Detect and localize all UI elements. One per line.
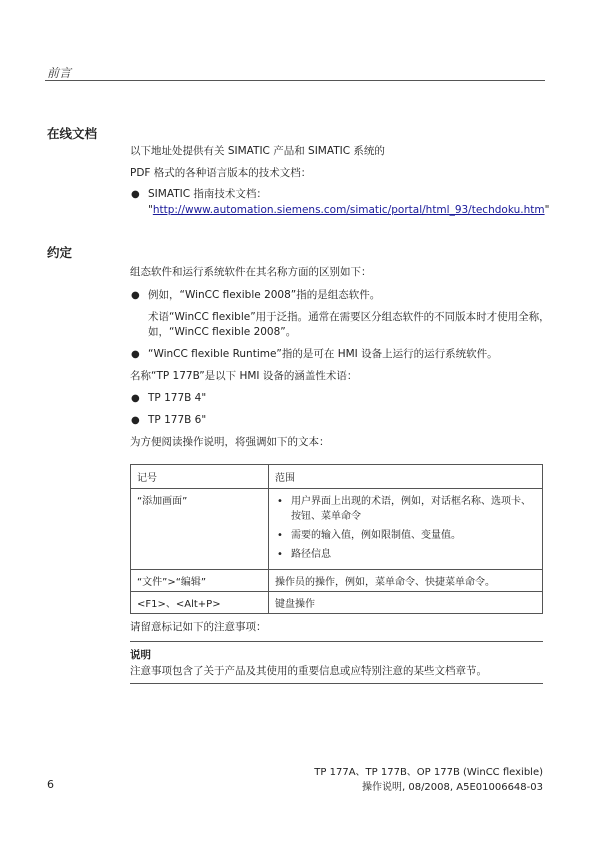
- bullet-icon: ●: [131, 415, 140, 426]
- bullet-icon: ●: [131, 290, 140, 301]
- footer-product: TP 177A、TP 177B、OP 177B (WinCC flexible): [314, 767, 543, 778]
- section-heading-conventions: 约定: [47, 245, 73, 260]
- conventions-bullet-1: 例如，“WinCC flexible 2008”指的是组态软件。: [148, 289, 381, 301]
- bullet-icon: ●: [131, 349, 140, 360]
- section-heading-online-docs: 在线文档: [47, 126, 98, 141]
- note-top-rule: [130, 641, 543, 642]
- table-header-row: [131, 465, 543, 489]
- bullet-icon: ●: [131, 393, 140, 404]
- table-cell-symbol: “文件”>“编辑”: [131, 570, 269, 592]
- bullet-icon: ●: [131, 189, 140, 200]
- page-number: 6: [47, 778, 54, 791]
- conventions-bullet-1-sub-1: 术语“WinCC flexible”用于泛指。通常在需要区分组态软件的不同版本时才使用全称，: [148, 311, 550, 323]
- table-cell-scope: 操作员的操作，例如，菜单命令、快捷菜单命令。: [269, 570, 543, 592]
- online-docs-paragraph-2: PDF 格式的各种语言版本的技术文档：: [130, 167, 312, 179]
- header-rule: [45, 80, 545, 81]
- scope-list: [275, 494, 536, 562]
- online-docs-link-line: [148, 203, 549, 218]
- table-header-scope: 范围: [269, 465, 543, 489]
- quote-open: ": [148, 204, 153, 216]
- note-text: 注意事项包含了关于产品及其使用的重要信息或应特别注意的某些文档章节。: [130, 665, 487, 677]
- note-title: 说明: [130, 649, 151, 661]
- names-intro: 名称“TP 177B”是以下 HMI 设备的涵盖性术语：: [130, 370, 358, 382]
- list-item: • 需要的输入值，例如限制值、变量值。: [275, 528, 536, 543]
- table-cell-scope: [269, 489, 543, 570]
- conventions-bullet-4: TP 177B 6": [148, 414, 207, 426]
- conventions-bullet-3: TP 177B 4": [148, 392, 207, 404]
- quote-close: ": [544, 204, 550, 216]
- techdoku-link[interactable]: http://www.automation.siemens.com/simatic/portal/html_93/techdoku.htm: [152, 204, 545, 216]
- table-cell-symbol: “添加画面”: [131, 489, 269, 570]
- table-cell-scope: 键盘操作: [269, 592, 543, 614]
- conventions-bullet-2: “WinCC flexible Runtime”指的是可在 HMI 设备上运行的运行系统软件。: [148, 348, 498, 360]
- table-row: [131, 570, 543, 592]
- list-item: • 用户界面上出现的术语，例如，对话框名称、选项卡、按钮、菜单命令: [275, 494, 536, 524]
- emphasis-intro: 为方便阅读操作说明，将强调如下的文本：: [130, 436, 330, 448]
- conventions-table: [130, 464, 543, 614]
- table-cell-symbol: <F1>、<Alt+P>: [131, 592, 269, 614]
- online-docs-bullet-label: SIMATIC 指南技术文档：: [148, 188, 267, 200]
- list-item: • 路径信息: [275, 547, 536, 562]
- table-header-symbol: 记号: [131, 465, 269, 489]
- conventions-intro: 组态软件和运行系统软件在其名称方面的区别如下：: [130, 266, 372, 278]
- running-header: 前言: [47, 66, 72, 80]
- note-intro: 请留意标记如下的注意事项：: [130, 621, 267, 633]
- footer-manual-info: 操作说明, 08/2008, A5E01006648-03: [361, 782, 543, 793]
- table-row: [131, 592, 543, 614]
- table-row: [131, 489, 543, 570]
- conventions-bullet-1-sub-2: 如，“WinCC flexible 2008”。: [148, 326, 297, 338]
- note-bottom-rule: [130, 683, 543, 684]
- online-docs-paragraph-1: 以下地址处提供有关 SIMATIC 产品和 SIMATIC 系统的: [130, 145, 385, 157]
